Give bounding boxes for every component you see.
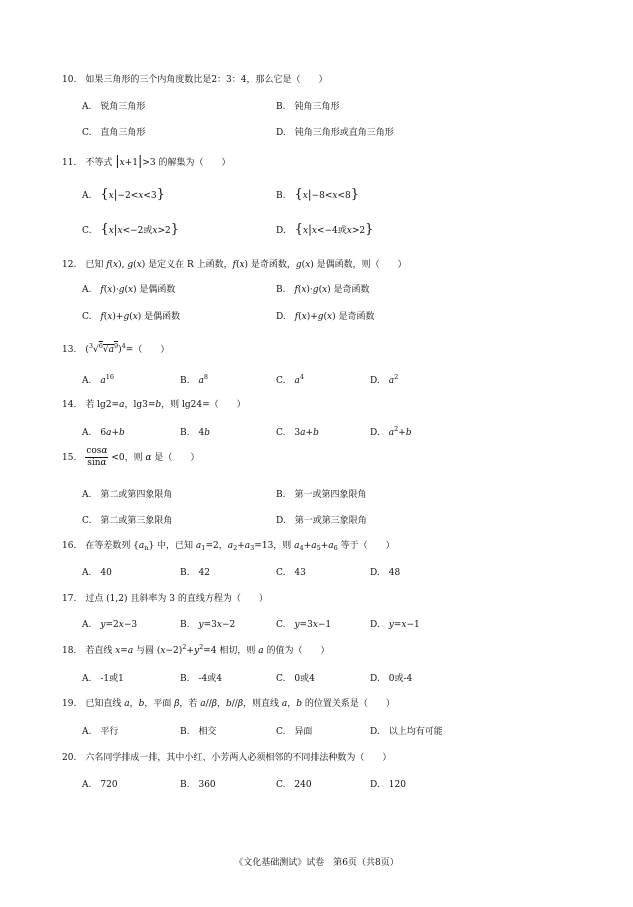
option-c: C. 异面	[276, 727, 313, 737]
question-stem: 11. 不等式 |x+1|>3 的解集为（ ）	[62, 154, 231, 169]
question-stem: 19. 已知直线 a，b，平面 β，若 a//β，b//β，则直线 a，b 的位置关系是（ ）	[62, 699, 395, 709]
question-stem: 20. 六名同学排成一排，其中小红、小芳两人必须相邻的不同排法种数为（ ）	[62, 753, 392, 763]
page-footer: 《文化基础测试》试卷 第6页（共8页）	[234, 858, 399, 868]
option-b: B. 360	[180, 780, 216, 790]
option-d: D. 120	[370, 780, 406, 790]
question-stem: 17. 过点 (1,2) 且斜率为 3 的直线方程为（ ）	[62, 594, 268, 604]
option-b: B. 钝角三角形	[276, 102, 340, 112]
option-d: D. {x|x<−4或x>2}	[276, 222, 374, 237]
option-b: B. y=3x−2	[180, 620, 236, 630]
option-a: A. f(x)·g(x) 是偶函数	[82, 285, 176, 295]
option-a: A. y=2x−3	[82, 620, 138, 630]
option-d: D. y=x−1	[370, 620, 420, 630]
option-a: A. 720	[82, 780, 118, 790]
question-stem: 12. 已知 f(x), g(x) 是定义在 R 上函数，f(x) 是奇函数，g(x) 是偶函数，则（ ）	[62, 260, 407, 270]
option-a: A. -1或1	[82, 674, 124, 684]
option-d: D. 48	[370, 568, 401, 578]
option-c: C. 43	[276, 568, 306, 578]
question-stem: 13. $(^3√^6√a^9)^4=$（ ）	[62, 342, 170, 355]
option-a: A. 第二或第四象限角	[82, 490, 173, 500]
option-c: C. 0或4	[276, 674, 315, 684]
option-c: C. 第二或第三象限角	[82, 516, 173, 526]
option-b: B. 相交	[180, 727, 217, 737]
option-a: A. {x|−2<x<3}	[82, 187, 165, 202]
option-b: B. f(x)·g(x) 是奇函数	[276, 285, 370, 295]
option-c: C. f(x)+g(x) 是偶函数	[82, 312, 181, 322]
option-a: A. 40	[82, 568, 112, 578]
option-d: D. 第一或第三象限角	[276, 516, 367, 526]
option-b: B. $a^8$	[180, 373, 208, 386]
option-d: D. f(x)+g(x) 是奇函数	[276, 312, 375, 322]
option-c: C. $a^4$	[276, 373, 304, 386]
question-stem: 14. 若 lg2=a，lg3=b，则 lg24=（ ）	[62, 400, 246, 410]
question-stem: 15. $\frac{\cos\alpha}{\sin\alpha}$ <0，则 α 是（ ）	[62, 446, 200, 468]
option-c: C. 3a+b	[276, 428, 319, 438]
option-a: A. 6a+b	[82, 428, 125, 438]
question-stem: 18. 若直线 x=a 与圆 $(x-2)^2+y^2=4$ 相切，则 a 的值为（ ）	[62, 643, 330, 656]
option-b: B. -4或4	[180, 674, 222, 684]
option-d: D. $a^2+b$	[370, 425, 412, 438]
option-a: A. 平行	[82, 727, 119, 737]
option-d: D. 0或-4	[370, 674, 413, 684]
option-c: C. 直角三角形	[82, 128, 146, 138]
option-a: A. $a^{16}$	[82, 373, 115, 386]
option-b: B. {x|−8<x<8}	[276, 187, 360, 202]
option-c: C. y=3x−1	[276, 620, 332, 630]
question-stem: 10. 如果三角形的三个内角度数比是2：3：4，那么它是（ ）	[62, 75, 328, 85]
option-b: B. 42	[180, 568, 210, 578]
option-d: D. $a^2$	[370, 373, 399, 386]
option-c: C. 240	[276, 780, 312, 790]
option-b: B. 第一或第四象限角	[276, 490, 367, 500]
option-d: D. 钝角三角形或直角三角形	[276, 128, 394, 138]
question-stem: 16. 在等差数列 $\{a_n\}$ 中，已知 $a_1=2$，$a_2+a_3=13$，则 $a_4+a_5+a_6$ 等于（ ）	[62, 541, 395, 552]
option-b: B. 4b	[180, 428, 210, 438]
option-c: C. {x|x<−2或x>2}	[82, 222, 180, 237]
option-a: A. 锐角三角形	[82, 102, 146, 112]
option-d: D. 以上均有可能	[370, 727, 443, 737]
